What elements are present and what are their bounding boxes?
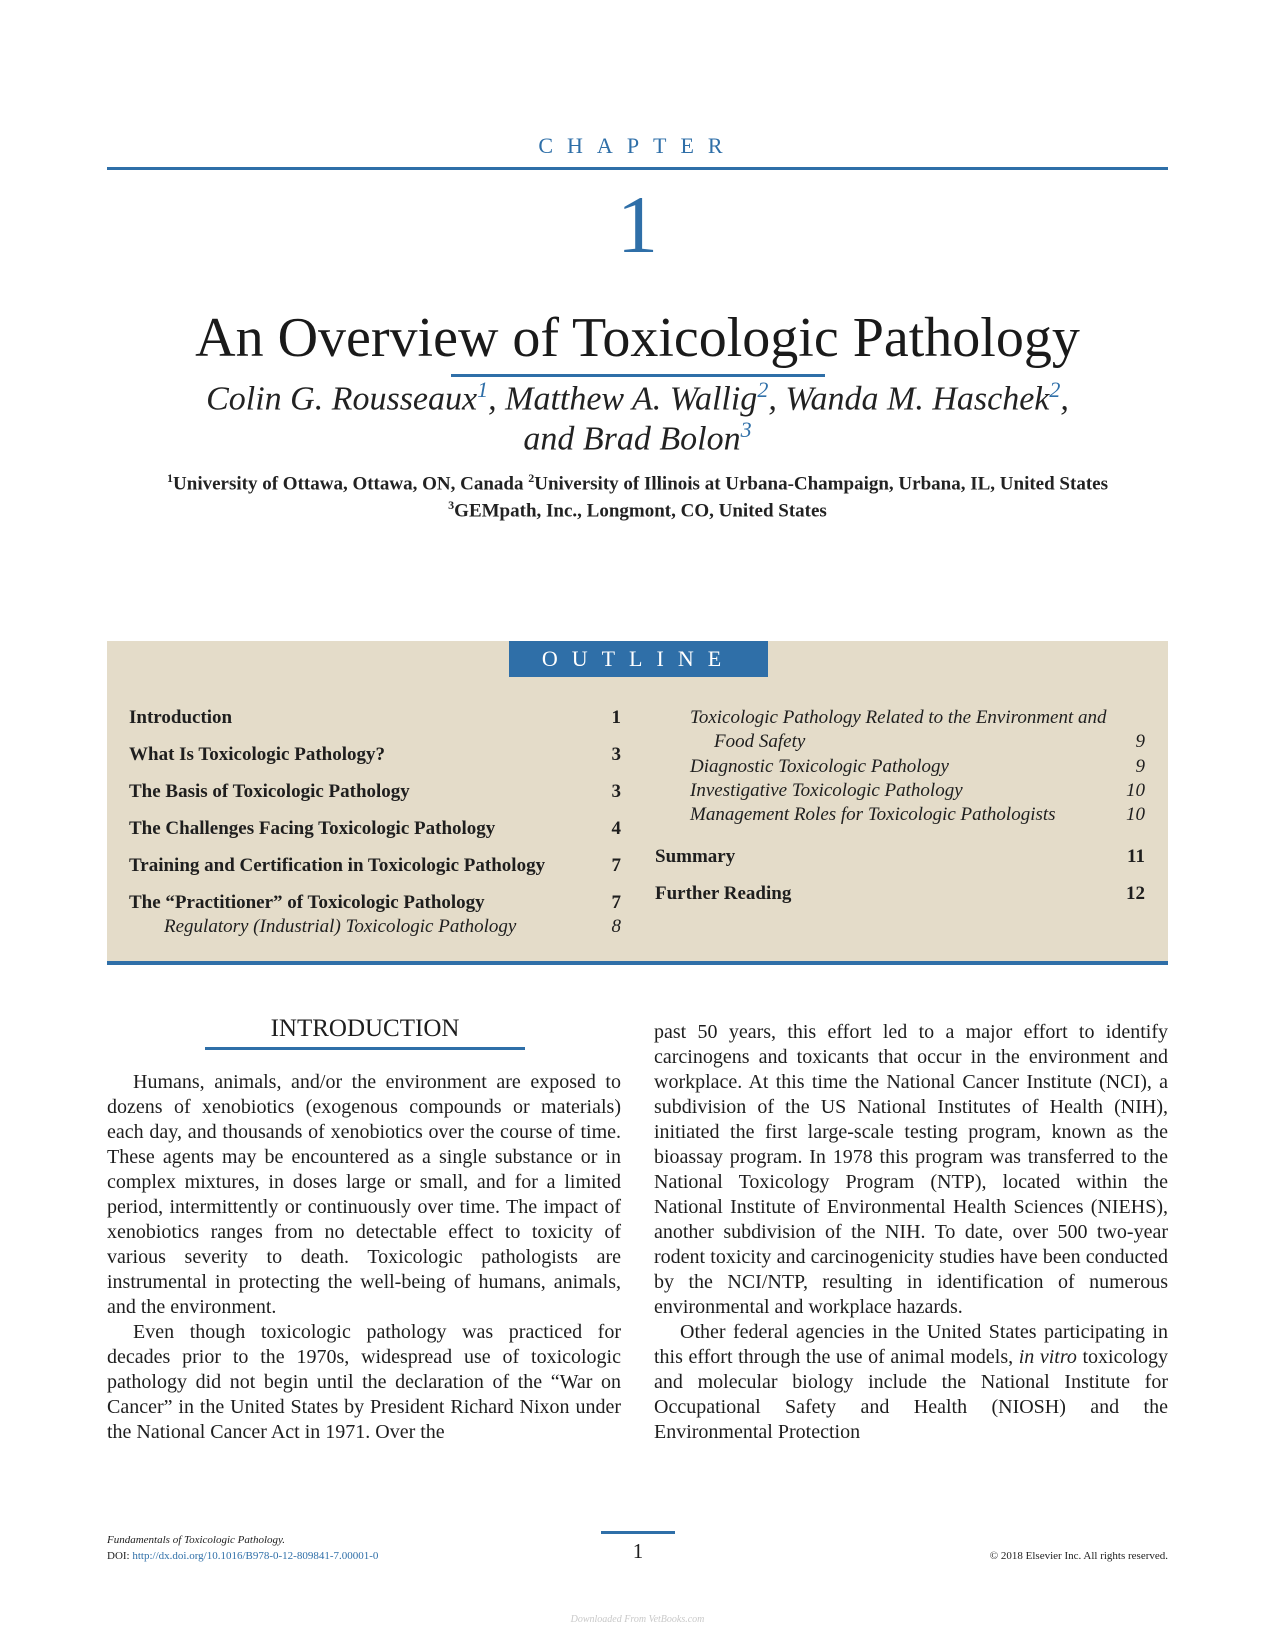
outline-item-label: Investigative Toxicologic Pathology	[690, 780, 963, 801]
affiliation-line-2	[0, 498, 1275, 522]
outline-item-page: 9	[1135, 756, 1145, 777]
outline-item-label: Management Roles for Toxicologic Pathologists	[690, 804, 1056, 825]
download-watermark: Downloaded From VetBooks.com	[570, 1614, 705, 1625]
outline-item-page: 7	[611, 855, 621, 876]
outline-item-label: The Basis of Toxicologic Pathology	[129, 781, 410, 802]
body-paragraph: Humans, animals, and/or the environment are exposed to dozens of xenobiotics (exogenous compounds or materials) each day, and thousands of xenobiotics over the course of time. These agents may be encountered as a single substance or in complex mixtures, in doses large or small, and for a limited period, intermittently or continuously over time. The impact of xenobiotics ranges from no detectable effect to toxicity of various severity to death. Toxicologic pathologists are instrumental in protecting the well-being of humans, animals, and the environment.	[107, 1071, 621, 1318]
section-heading-rule	[205, 1047, 525, 1050]
chapter-title: An Overview of Toxicologic Pathology	[195, 307, 1080, 369]
footer-rule	[601, 1531, 675, 1534]
affiliation-mark: 2	[528, 471, 535, 485]
body-column-right	[654, 1020, 1168, 1445]
outline-item-management[interactable]	[690, 803, 1145, 827]
outline-item-regulatory[interactable]	[164, 915, 621, 939]
affiliation: GEMpath, Inc., Longmont, CO, United States	[454, 500, 827, 522]
body-paragraph	[654, 1320, 1168, 1445]
affiliation-mark: 3	[448, 498, 455, 512]
outline-item-practitioner[interactable]	[129, 891, 621, 915]
outline-item-page: 10	[1126, 780, 1145, 801]
doi-link[interactable]: http://dx.doi.org/10.1016/B978-0-12-809841-7.00001-0	[132, 1550, 379, 1562]
author-affiliation-mark[interactable]: 2	[757, 377, 769, 402]
outline-item-label: The “Practitioner” of Toxicologic Pathology	[129, 892, 485, 913]
outline-item-label-continuation: Food Safety	[714, 731, 806, 752]
body-text: toxicology and molecular biology include the National Institute for Occupational Safety and Health (NIOSH) and the Environmental Protection	[654, 1346, 1169, 1443]
section-heading-introduction: INTRODUCTION	[270, 1015, 460, 1042]
body-column-left	[107, 1070, 621, 1445]
outline-item-page: 3	[611, 781, 621, 802]
chapter-label: CHAPTER	[538, 133, 737, 158]
outline-item-label: Further Reading	[655, 883, 792, 904]
footer-book-title: Fundamentals of Toxicologic Pathology.	[107, 1534, 286, 1546]
author-name: Wanda M. Haschek	[785, 380, 1050, 418]
affiliation: University of Illinois at Urbana-Champaign, Urbana, IL, United States	[534, 473, 1108, 495]
outline-item-label: Summary	[655, 846, 736, 867]
outline-item-label: Diagnostic Toxicologic Pathology	[690, 756, 949, 777]
chapter-rule	[107, 167, 1168, 170]
outline-item-further-reading[interactable]	[655, 882, 1145, 906]
outline-item-training[interactable]	[129, 854, 621, 878]
author-line-1: Colin G. Rousseaux$^1$, Matthew A. Wallig$^2$, Wanda M. Haschek$^2$,	[206, 377, 1069, 418]
footer-doi	[107, 1550, 378, 1562]
doi-label: DOI:	[107, 1550, 130, 1562]
outline-item-label: Toxicologic Pathology Related to the Environment and	[690, 707, 1107, 728]
outline-item-summary[interactable]	[655, 845, 1145, 869]
outline-item-label: Training and Certification in Toxicologic Pathology	[129, 855, 546, 876]
affiliation: University of Ottawa, Ottawa, ON, Canada	[173, 473, 524, 495]
author-name: Matthew A. Wallig	[505, 380, 758, 418]
outline-item-diagnostic[interactable]	[690, 755, 1145, 779]
chapter-number: 1	[617, 179, 658, 270]
outline-item-page: 3	[611, 744, 621, 765]
body-paragraph: past 50 years, this effort led to a major effort to identify carcinogens and toxicants that occur in the environment and workplace. At this time the National Cancer Institute (NCI), a subdivision of the US National Institutes of Health (NIH), initiated the first large-scale testing program, known as the bioassay program. In 1978 this program was transferred to the National Toxicology Program (NTP), located within the National Institute of Environmental Health Sciences (NIEHS), another subdivision of the NIH. To date, over 500 two-year rodent toxicity and carcinogenicity studies have been conducted by the NCI/NTP, resulting in identification of numerous environmental and workplace hazards.	[654, 1021, 1168, 1318]
outline-item-page: 8	[611, 916, 621, 937]
author-conjunction: and	[523, 420, 575, 458]
author-name: Brad Bolon	[582, 420, 741, 458]
outline-item-introduction[interactable]	[129, 706, 621, 730]
outline-item-page: 11	[1127, 846, 1145, 867]
outline-item-basis[interactable]	[129, 780, 621, 804]
page-number: 1	[632, 1539, 644, 1563]
outline-tab: OUTLINE	[509, 641, 768, 677]
body-text-italic: in vitro	[1018, 1346, 1077, 1368]
footer-copyright: © 2018 Elsevier Inc. All rights reserved.	[989, 1550, 1168, 1562]
outline-item-page: 7	[611, 892, 621, 913]
author-affiliation-mark[interactable]: 3	[740, 417, 752, 442]
outline-item-label: Introduction	[129, 707, 233, 728]
author-name: Colin G. Rousseaux	[206, 380, 478, 418]
affiliation-line-1	[0, 471, 1275, 495]
outline-item-page: 1	[611, 707, 621, 728]
author-affiliation-mark[interactable]: 1	[477, 377, 489, 402]
author-affiliation-mark[interactable]: 2	[1049, 377, 1061, 402]
outline-item-what-is[interactable]	[129, 743, 621, 767]
outline-item-page: 9	[1135, 731, 1145, 752]
outline-item-label: Regulatory (Industrial) Toxicologic Pathology	[164, 916, 517, 937]
outline-item-label: What Is Toxicologic Pathology?	[129, 744, 385, 765]
outline-item-page: 12	[1126, 883, 1145, 904]
outline-item-label: The Challenges Facing Toxicologic Pathology	[129, 818, 496, 839]
outline-item-challenges[interactable]	[129, 817, 621, 841]
body-paragraph: Even though toxicologic pathology was practiced for decades prior to the 1970s, widespread use of toxicologic pathology did not begin until the declaration of the “War on Cancer” in the United States by President Richard Nixon under the National Cancer Act in 1971. Over the	[107, 1321, 621, 1443]
affiliation-mark: 1	[167, 471, 174, 485]
outline-item-environment[interactable]	[690, 706, 1145, 754]
body-text: Other federal agencies in the United States participating in this effort through the use of animal models,	[654, 1321, 1168, 1368]
author-line-2	[0, 410, 1275, 459]
outline-item-investigative[interactable]	[690, 779, 1145, 803]
outline-item-page: 4	[611, 818, 621, 839]
outline-item-page: 10	[1126, 804, 1145, 825]
